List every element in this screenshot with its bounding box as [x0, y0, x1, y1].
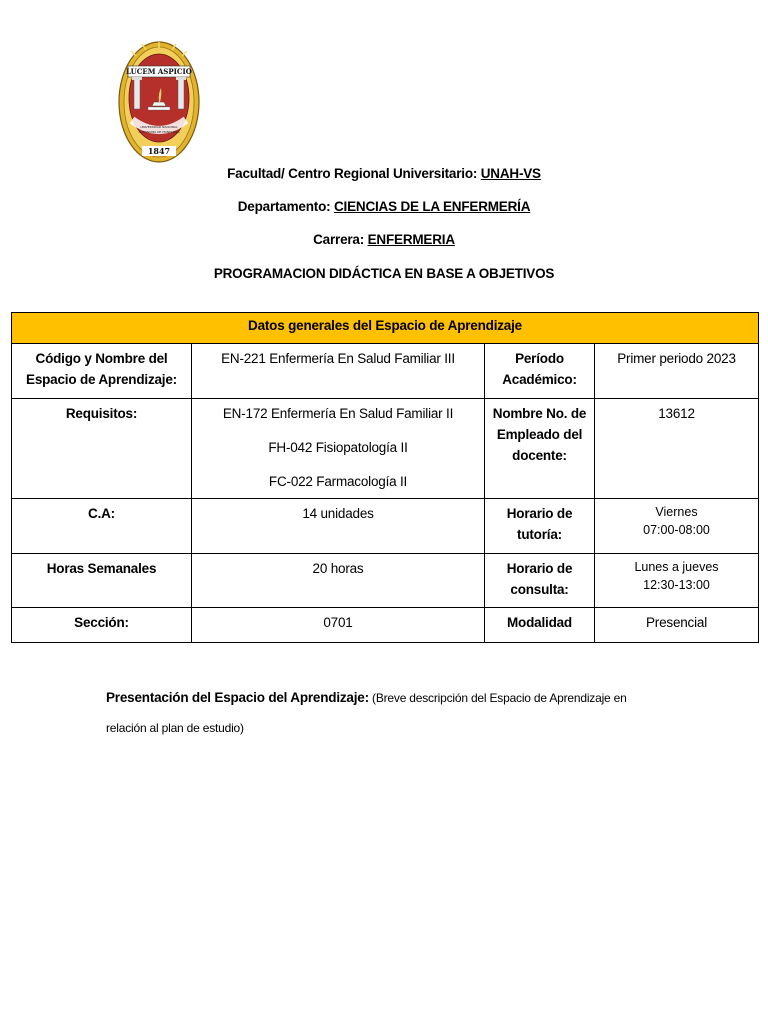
- codigo-nombre-label: Código y Nombre del Espacio de Aprendizaje:: [12, 344, 192, 399]
- facultad-line: [0, 166, 768, 181]
- horario-consulta-days: Lunes a jueves: [634, 560, 719, 574]
- table-row: [12, 399, 759, 499]
- presentacion-paragraph: [106, 683, 666, 743]
- departamento-label: Departamento:: [237, 199, 331, 214]
- departamento-value: CIENCIAS DE LA ENFERMERÍA: [333, 199, 531, 214]
- carrera-value: ENFERMERIA: [367, 232, 455, 247]
- departamento-line: [0, 199, 768, 214]
- empleado-docente-value: 13612: [595, 399, 759, 499]
- requisito-item: FH-042 Fisiopatología II: [268, 440, 408, 455]
- modalidad-label: Modalidad: [485, 608, 595, 643]
- horario-tutoria-label: Horario de tutoría:: [485, 499, 595, 554]
- ca-value: 14 unidades: [192, 499, 485, 554]
- table-row: [12, 344, 759, 399]
- table-row: [12, 499, 759, 554]
- presentacion-text: (Breve descripción del Espacio de Aprendizaje en relación al plan de estudio): [106, 691, 627, 735]
- document-title: PROGRAMACION DIDÁCTICA EN BASE A OBJETIVOS: [213, 266, 555, 281]
- horas-semanales-value: 20 horas: [192, 554, 485, 608]
- horario-consulta-time: 12:30-13:00: [643, 578, 710, 592]
- codigo-nombre-value: EN-221 Enfermería En Salud Familiar III: [192, 344, 485, 399]
- seccion-label: Sección:: [12, 608, 192, 643]
- horario-tutoria-value: [595, 499, 759, 554]
- seal-banner-text: LUCEM ASPICIO: [126, 67, 192, 76]
- svg-text:AUTÓNOMA DE HONDURAS: AUTÓNOMA DE HONDURAS: [138, 130, 180, 134]
- requisito-item: FC-022 Farmacología II: [268, 474, 408, 489]
- seccion-value: 0701: [192, 608, 485, 643]
- svg-text:UNIVERSIDAD NACIONAL: UNIVERSIDAD NACIONAL: [140, 125, 178, 129]
- horario-tutoria-time: 07:00-08:00: [643, 523, 710, 537]
- carrera-line: [0, 232, 768, 247]
- facultad-value: UNAH-VS: [480, 166, 541, 181]
- requisitos-label: Requisitos:: [12, 399, 192, 499]
- table-row: [12, 554, 759, 608]
- carrera-label: Carrera:: [313, 232, 365, 247]
- university-seal-logo: [118, 40, 200, 164]
- table-title: Datos generales del Espacio de Aprendizaje: [12, 313, 759, 344]
- periodo-academico-value: Primer periodo 2023: [595, 344, 759, 399]
- ca-label: C.A:: [12, 499, 192, 554]
- seal-year: 1847: [147, 146, 171, 156]
- datos-generales-table: [11, 312, 759, 643]
- periodo-academico-label: Período Académico:: [485, 344, 595, 399]
- table-row: [12, 608, 759, 643]
- modalidad-value: Presencial: [595, 608, 759, 643]
- facultad-label: Facultad/ Centro Regional Universitario:: [227, 166, 478, 181]
- horario-consulta-value: [595, 554, 759, 608]
- horario-consulta-label: Horario de consulta:: [485, 554, 595, 608]
- horas-semanales-label: Horas Semanales: [12, 554, 192, 608]
- presentacion-label: Presentación del Espacio del Aprendizaje:: [106, 690, 369, 705]
- empleado-docente-label: Nombre No. de Empleado del docente:: [485, 399, 595, 499]
- requisitos-list: [192, 399, 485, 499]
- horario-tutoria-day: Viernes: [655, 505, 698, 519]
- requisito-item: EN-172 Enfermería En Salud Familiar II: [222, 406, 454, 421]
- table-header-row: [12, 313, 759, 344]
